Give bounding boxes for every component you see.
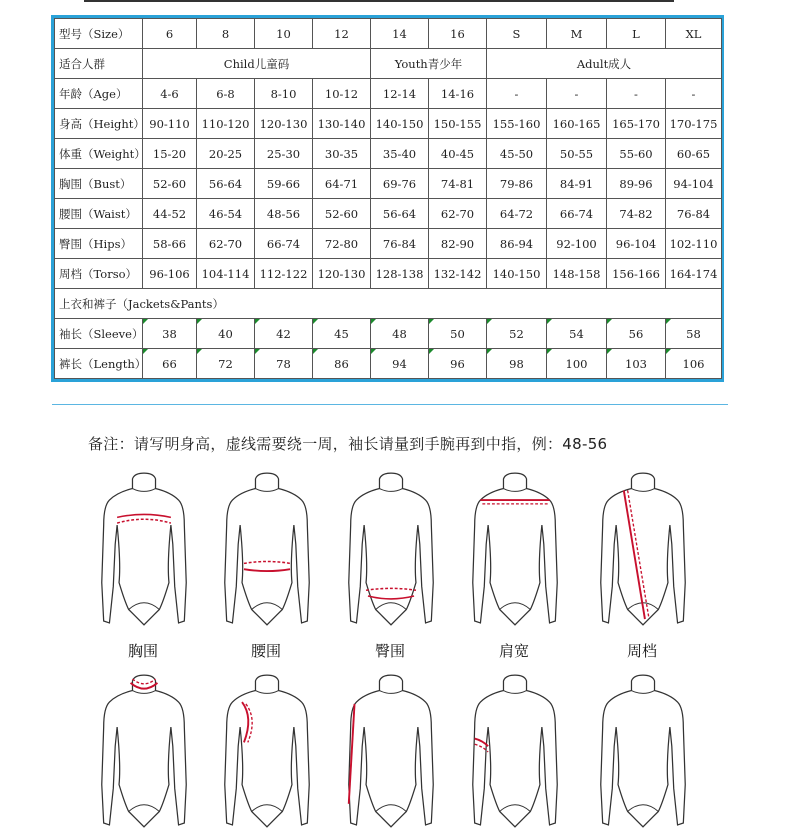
table-cell: -	[487, 79, 547, 109]
table-cell: 90-110	[143, 109, 197, 139]
size-header-cell: 6	[143, 19, 197, 49]
table-cell: 150-155	[429, 109, 487, 139]
table-cell: 72	[197, 349, 255, 379]
table-row	[55, 259, 722, 289]
measurement-note: 备注：请写明身高，虚线需要绕一周，袖长请量到手腕再到中指，例：48-56	[88, 435, 608, 453]
table-cell: 55-60	[607, 139, 666, 169]
table-cell: 52-60	[313, 199, 371, 229]
figure-caption: 胸围	[127, 642, 158, 660]
table-row	[55, 349, 722, 379]
table-row	[55, 319, 722, 349]
table-cell: 76-84	[666, 199, 722, 229]
table-cell: 128-138	[371, 259, 429, 289]
table-cell: 56-64	[371, 199, 429, 229]
table-cell: 164-174	[666, 259, 722, 289]
table-cell: 69-76	[371, 169, 429, 199]
table-cell: 66	[143, 349, 197, 379]
table-cell: 98	[487, 349, 547, 379]
top-rule	[84, 0, 674, 2]
table-cell: 156-166	[607, 259, 666, 289]
table-cell: 58-66	[143, 229, 197, 259]
table-cell: 66-74	[547, 199, 607, 229]
table-cell: 165-170	[607, 109, 666, 139]
group-adult-cell: Adult成人	[487, 49, 722, 79]
table-cell: 76-84	[371, 229, 429, 259]
section-label: 上衣和裤子（Jackets&Pants）	[55, 289, 722, 319]
table-cell: 25-30	[255, 139, 313, 169]
table-cell: -	[666, 79, 722, 109]
table-header-row	[55, 19, 722, 49]
table-cell: 100	[547, 349, 607, 379]
table-cell: 50-55	[547, 139, 607, 169]
table-cell: 84-91	[547, 169, 607, 199]
row-label: 年龄（Age）	[55, 79, 143, 109]
table-cell: 54	[547, 319, 607, 349]
table-cell: 74-82	[607, 199, 666, 229]
table-cell: 38	[143, 319, 197, 349]
body-figure-hips	[343, 464, 439, 634]
table-cell: 103	[607, 349, 666, 379]
row-label: 体重（Weight）	[55, 139, 143, 169]
table-cell: 64-72	[487, 199, 547, 229]
table-cell: 40-45	[429, 139, 487, 169]
table-cell: 132-142	[429, 259, 487, 289]
table-cell: 4-6	[143, 79, 197, 109]
table-cell: 74-81	[429, 169, 487, 199]
table-cell: 30-35	[313, 139, 371, 169]
body-figure-waist	[219, 464, 315, 634]
table-cell: 12-14	[371, 79, 429, 109]
row-label: 裤长（Length）	[55, 349, 143, 379]
table-cell: 140-150	[371, 109, 429, 139]
figure-caption: 腰围	[250, 642, 281, 660]
table-cell: 92-100	[547, 229, 607, 259]
table-cell: 96-106	[143, 259, 197, 289]
table-cell: 52-60	[143, 169, 197, 199]
table-section-row	[55, 289, 722, 319]
body-figure-neck	[96, 666, 192, 836]
table-cell: 35-40	[371, 139, 429, 169]
figure-caption: 臀围	[374, 642, 405, 660]
table-cell: 94-104	[666, 169, 722, 199]
table-cell: 106	[666, 349, 722, 379]
section-divider	[52, 404, 728, 405]
body-figure-armhole	[219, 666, 315, 836]
size-chart	[51, 15, 724, 382]
table-cell: 14-16	[429, 79, 487, 109]
group-youth-cell: Youth青少年	[371, 49, 487, 79]
size-header-cell: L	[607, 19, 666, 49]
table-cell: 66-74	[255, 229, 313, 259]
table-cell: 86-94	[487, 229, 547, 259]
table-cell: 20-25	[197, 139, 255, 169]
table-cell: 58	[666, 319, 722, 349]
table-cell: 96	[429, 349, 487, 379]
body-figure-none	[595, 666, 691, 836]
figure-caption: 肩宽	[498, 642, 529, 660]
row-label: 袖长（Sleeve）	[55, 319, 143, 349]
size-header-cell: 14	[371, 19, 429, 49]
table-cell: 15-20	[143, 139, 197, 169]
table-cell: 60-65	[666, 139, 722, 169]
body-figure-bust	[96, 464, 192, 634]
body-figure-torso	[595, 464, 691, 634]
table-cell: 45-50	[487, 139, 547, 169]
table-cell: 155-160	[487, 109, 547, 139]
table-cell: 104-114	[197, 259, 255, 289]
table-cell: -	[547, 79, 607, 109]
table-row	[55, 199, 722, 229]
table-cell: 79-86	[487, 169, 547, 199]
row-label: 身高（Height）	[55, 109, 143, 139]
table-cell: 86	[313, 349, 371, 379]
size-header-cell: XL	[666, 19, 722, 49]
row-label: 臀围（Hips）	[55, 229, 143, 259]
table-cell: 59-66	[255, 169, 313, 199]
row-label: 适合人群	[55, 49, 143, 79]
size-header-cell: S	[487, 19, 547, 49]
table-cell: 40	[197, 319, 255, 349]
table-cell: 42	[255, 319, 313, 349]
table-cell: 48	[371, 319, 429, 349]
table-cell: 6-8	[197, 79, 255, 109]
table-cell: 96-104	[607, 229, 666, 259]
table-cell: 78	[255, 349, 313, 379]
row-label: 胸围（Bust）	[55, 169, 143, 199]
table-cell: 160-165	[547, 109, 607, 139]
table-cell: 102-110	[666, 229, 722, 259]
table-cell: 46-54	[197, 199, 255, 229]
size-header-cell: 10	[255, 19, 313, 49]
table-cell: 62-70	[197, 229, 255, 259]
body-figure-sleeve	[467, 666, 563, 836]
size-header-cell: 12	[313, 19, 371, 49]
table-cell: 44-52	[143, 199, 197, 229]
table-cell: 10-12	[313, 79, 371, 109]
table-cell: 48-56	[255, 199, 313, 229]
group-child-cell: Child儿童码	[143, 49, 371, 79]
body-figure-side	[343, 666, 439, 836]
row-label: 腰围（Waist）	[55, 199, 143, 229]
figure-caption: 周档	[626, 642, 657, 660]
table-cell: 130-140	[313, 109, 371, 139]
table-cell: 50	[429, 319, 487, 349]
size-header-cell: M	[547, 19, 607, 49]
table-cell: 120-130	[313, 259, 371, 289]
table-row	[55, 79, 722, 109]
table-cell: 120-130	[255, 109, 313, 139]
table-cell: 62-70	[429, 199, 487, 229]
table-cell: -	[607, 79, 666, 109]
table-cell: 140-150	[487, 259, 547, 289]
table-row	[55, 109, 722, 139]
table-row	[55, 49, 722, 79]
table-cell: 89-96	[607, 169, 666, 199]
table-cell: 94	[371, 349, 429, 379]
table-cell: 82-90	[429, 229, 487, 259]
table-cell: 72-80	[313, 229, 371, 259]
body-figure-shoulder	[467, 464, 563, 634]
size-header-cell: 8	[197, 19, 255, 49]
table-row	[55, 139, 722, 169]
table-cell: 56-64	[197, 169, 255, 199]
table-cell: 64-71	[313, 169, 371, 199]
table-cell: 45	[313, 319, 371, 349]
table-cell: 52	[487, 319, 547, 349]
size-table	[54, 18, 722, 379]
size-header-label: 型号（Size）	[55, 19, 143, 49]
table-cell: 8-10	[255, 79, 313, 109]
size-header-cell: 16	[429, 19, 487, 49]
table-cell: 112-122	[255, 259, 313, 289]
table-cell: 148-158	[547, 259, 607, 289]
table-cell: 56	[607, 319, 666, 349]
table-cell: 110-120	[197, 109, 255, 139]
table-row	[55, 229, 722, 259]
table-row	[55, 169, 722, 199]
row-label: 周档（Torso）	[55, 259, 143, 289]
table-cell: 170-175	[666, 109, 722, 139]
